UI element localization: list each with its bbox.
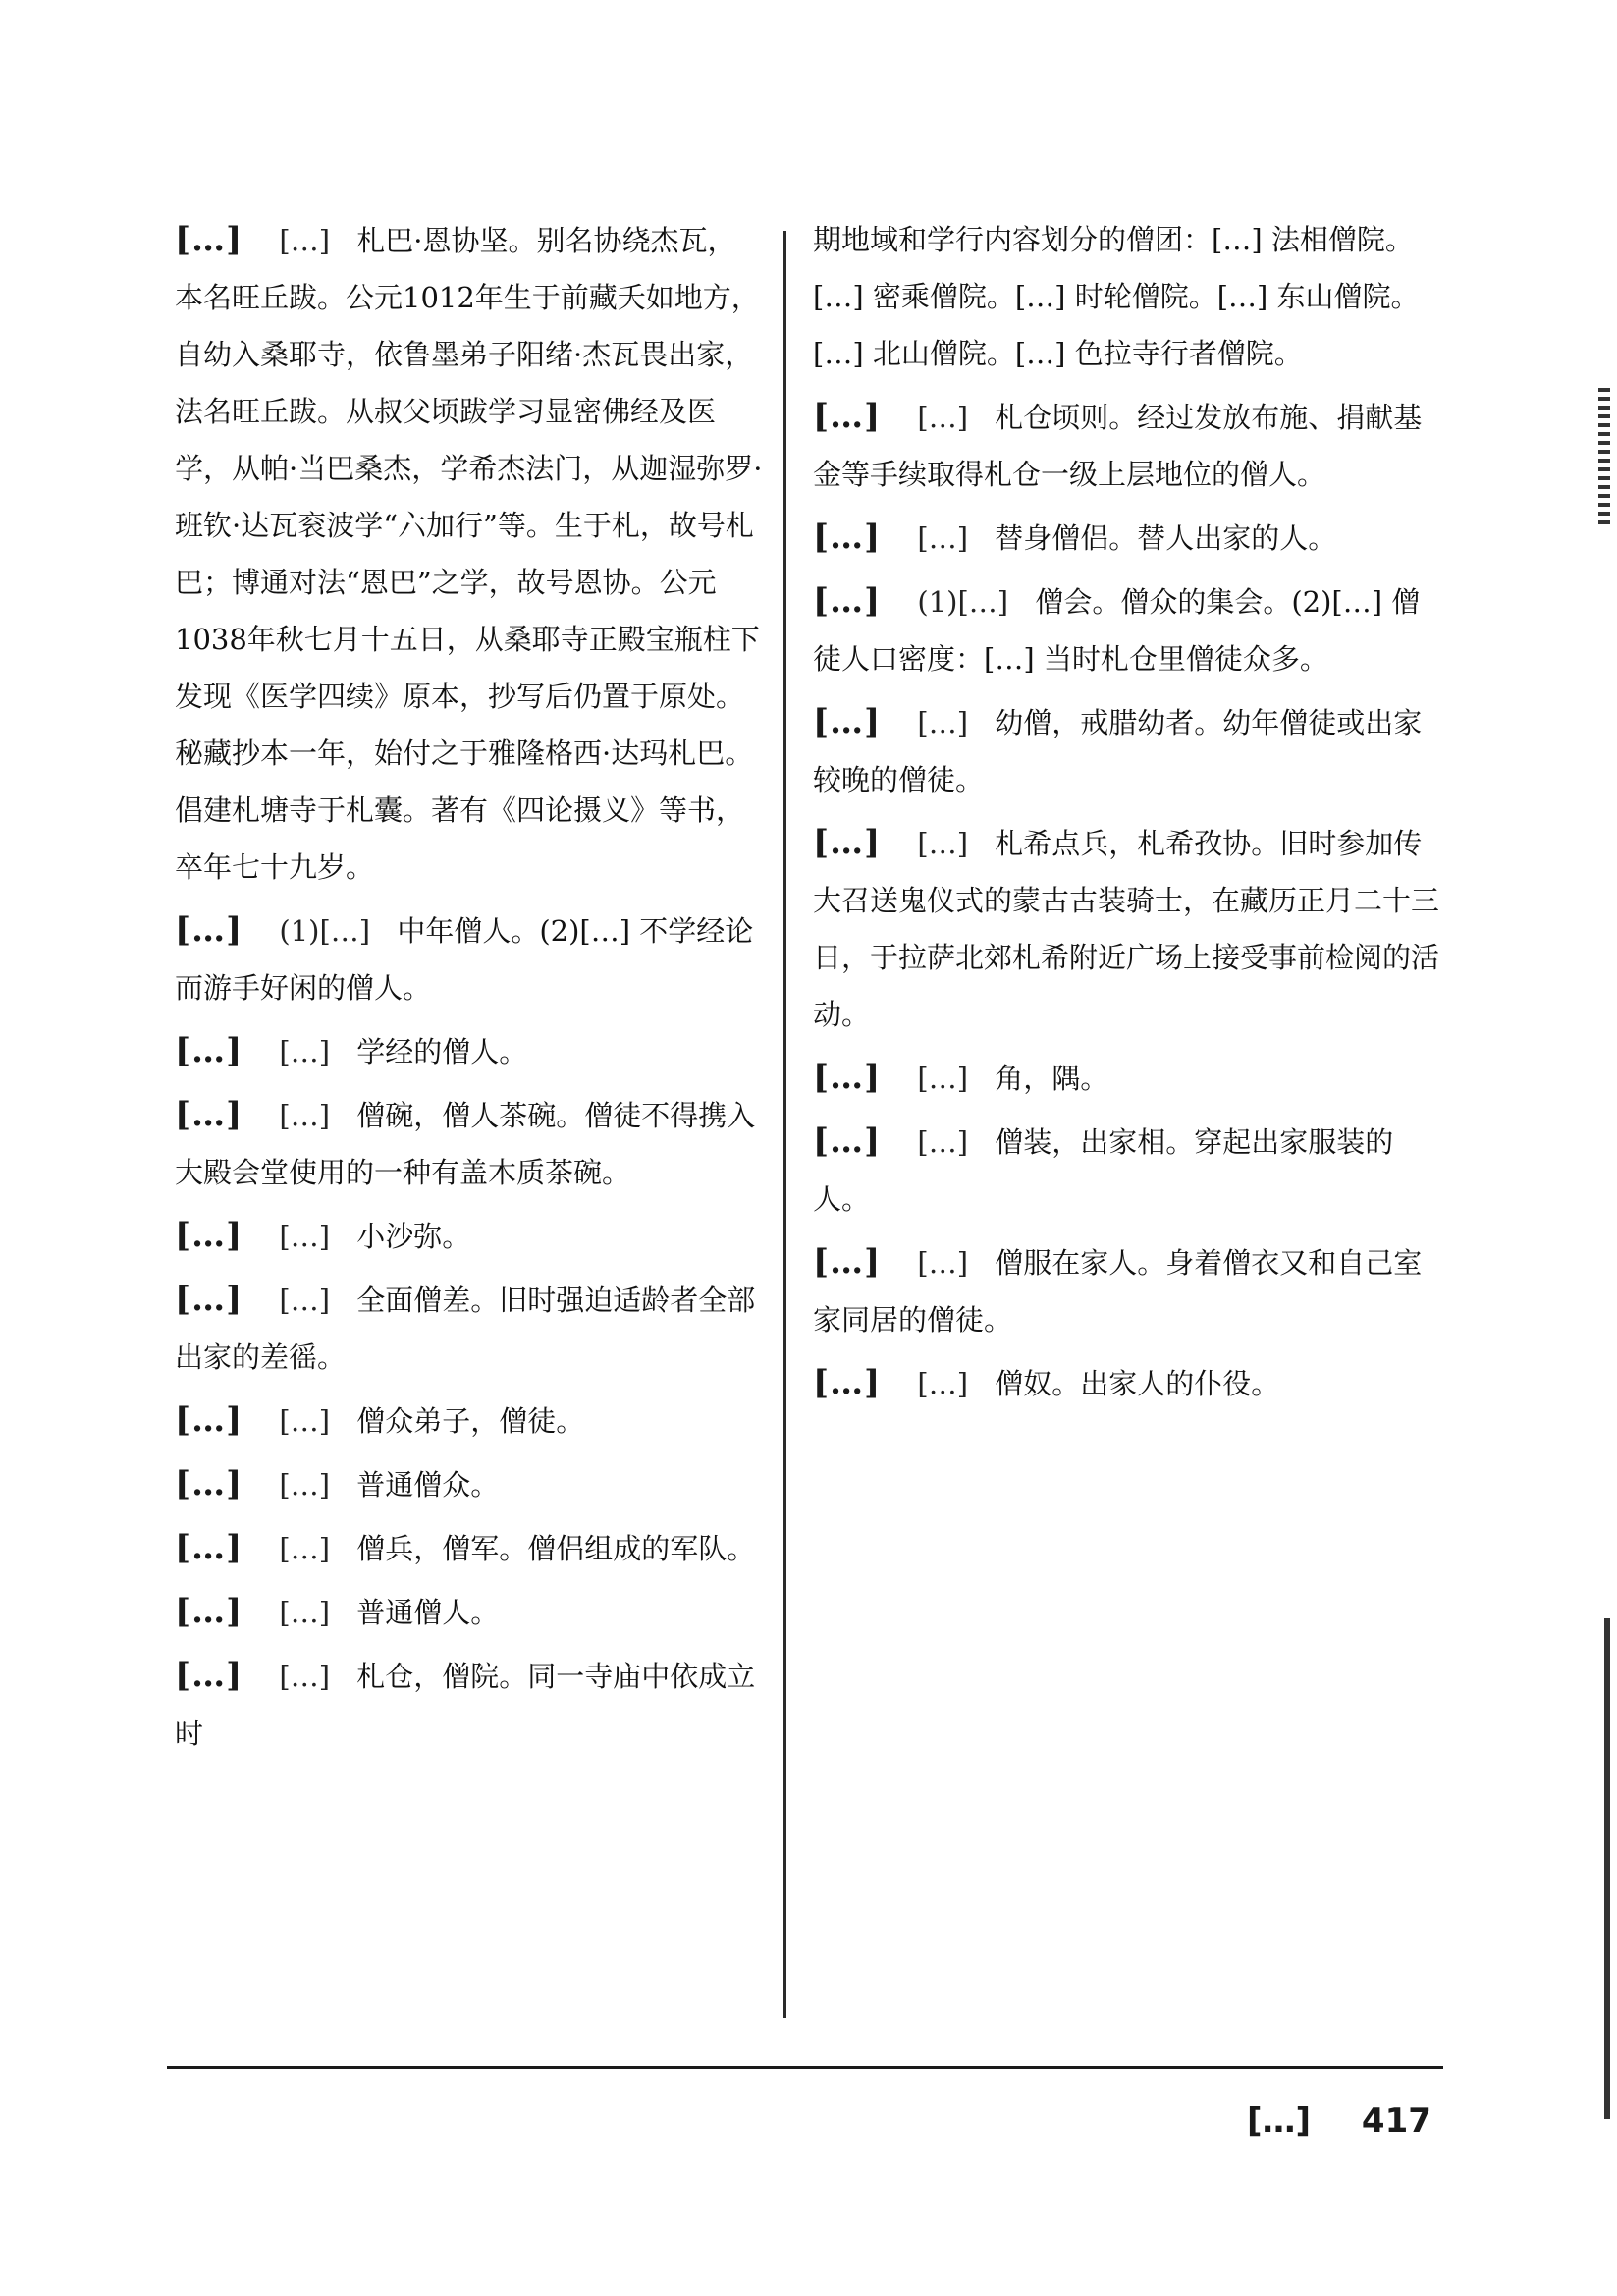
footer-rule: [167, 2066, 1443, 2069]
chinese-gloss: 僧碗，僧人茶碗。僧徒不得携入大殿会堂使用的一种有盖木质茶碗。: [175, 1099, 756, 1189]
chinese-gloss: 僧兵，僧军。僧侣组成的军队。: [356, 1532, 756, 1565]
column-divider: [783, 231, 786, 2018]
headword: […]: [813, 823, 882, 862]
tibetan-definition: […]: [917, 1367, 969, 1400]
tibetan-definition: […]: [279, 1532, 331, 1565]
dictionary-entry: [175, 1392, 764, 1449]
tibetan-definition: […]: [917, 521, 969, 555]
chinese-gloss: 学经的僧人。: [356, 1035, 528, 1068]
headword: […]: [813, 397, 882, 436]
dictionary-entry: [175, 1455, 764, 1513]
tibetan-definition: […]: [917, 1246, 969, 1280]
page-number: 417: [1361, 2102, 1431, 2141]
chinese-gloss: 僧会。僧众的集会。(2)[…] 僧徒人口密度：[…] 当时札仓里僧徒众多。: [813, 585, 1421, 676]
tibetan-definition: […]: [917, 401, 969, 434]
dictionary-entry: [813, 693, 1441, 808]
tibetan-definition: […]: [279, 1035, 331, 1068]
headword: […]: [813, 1058, 882, 1097]
headword: […]: [813, 581, 882, 621]
dictionary-entry: [813, 1354, 1441, 1412]
tibetan-definition: (1)[…]: [279, 914, 371, 948]
headword: […]: [175, 1095, 243, 1134]
dictionary-entry: [175, 211, 764, 896]
tibetan-definition: […]: [279, 1660, 331, 1693]
dictionary-entry: [175, 1519, 764, 1577]
headword: […]: [175, 1464, 243, 1503]
tibetan-definition: […]: [279, 1099, 331, 1132]
tibetan-definition: […]: [279, 1284, 331, 1317]
headword: […]: [813, 702, 882, 741]
headword: […]: [813, 1242, 882, 1282]
dictionary-entry: [813, 1113, 1441, 1228]
chinese-gloss: 中年僧人。(2)[…] 不学经论而游手好闲的僧人。: [175, 914, 754, 1005]
chinese-gloss: 札希点兵，札希孜协。旧时参加传大召送鬼仪式的蒙古古装骑士，在藏历正月二十三日，于拉萨北郊札希附近广场上接受事前检阅的活动。: [813, 827, 1440, 1031]
tibetan-definition: […]: [917, 1125, 969, 1159]
dictionary-entry: [175, 1583, 764, 1641]
headword: […]: [175, 1656, 243, 1695]
dictionary-entry-continued: [813, 211, 1441, 382]
headword: […]: [175, 1280, 243, 1319]
tibetan-definition: […]: [917, 827, 969, 860]
headword: […]: [175, 1528, 243, 1567]
headword: […]: [813, 1363, 882, 1402]
chinese-gloss: 小沙弥。: [356, 1220, 471, 1253]
chinese-gloss: 替身僧侣。替人出家的人。: [995, 521, 1337, 555]
dictionary-entry: [175, 1271, 764, 1386]
tibetan-definition: […]: [279, 1468, 331, 1502]
headword: […]: [175, 1592, 243, 1631]
page-edge-marks: [1598, 388, 1610, 525]
dictionary-entry: [175, 902, 764, 1016]
dictionary-entry: [175, 1207, 764, 1265]
chinese-gloss: 角，隅。: [995, 1062, 1109, 1095]
page-edge-marks: [1604, 1618, 1610, 2119]
dictionary-entry: [813, 1233, 1441, 1348]
dictionary-entry: [813, 814, 1441, 1043]
chinese-gloss: 普通僧人。: [356, 1596, 500, 1629]
tibetan-definition: […]: [279, 1220, 331, 1253]
tibetan-definition: […]: [279, 1596, 331, 1629]
chinese-gloss: 全面僧差。旧时强迫适龄者全部出家的差徭。: [175, 1284, 756, 1374]
headword: […]: [175, 910, 243, 950]
chinese-gloss: 札仓顷则。经过发放布施、捐献基金等手续取得札仓一级上层地位的僧人。: [813, 401, 1423, 491]
chinese-gloss: 僧众弟子，僧徒。: [356, 1404, 585, 1438]
dictionary-entry: [813, 573, 1441, 687]
tibetan-definition: […]: [279, 1404, 331, 1438]
chinese-gloss: 幼僧，戒腊幼者。幼年僧徒或出家较晚的僧徒。: [813, 706, 1423, 796]
tibetan-definition: (1)[…]: [917, 585, 1009, 619]
dictionary-entry: [813, 1049, 1441, 1107]
chinese-gloss: 僧奴。出家人的仆役。: [995, 1367, 1280, 1400]
headword: […]: [175, 220, 243, 259]
headword: […]: [175, 1400, 243, 1440]
dictionary-entry: [813, 388, 1441, 503]
headword: […]: [813, 518, 882, 557]
headword: […]: [813, 1121, 882, 1161]
dictionary-entry: [813, 509, 1441, 567]
chinese-gloss: 期地域和学行内容划分的僧团：[…] 法相僧院。[…] 密乘僧院。[…] 时轮僧院。[…] 东山僧院。[…] 北山僧院。[…] 色拉寺行者僧院。: [813, 223, 1420, 370]
dictionary-entry: [175, 1647, 764, 1762]
dictionary-entry: [175, 1086, 764, 1201]
chinese-gloss: 札仓，僧院。同一寺庙中依成立时: [175, 1660, 756, 1750]
chinese-gloss: 僧服在家人。身着僧衣又和自己室家同居的僧徒。: [813, 1246, 1423, 1337]
tibetan-definition: […]: [917, 1062, 969, 1095]
headword: […]: [175, 1031, 243, 1070]
tibetan-definition: […]: [279, 224, 331, 257]
chinese-gloss: 僧装，出家相。穿起出家服装的人。: [813, 1125, 1394, 1216]
page-footer: [1247, 2102, 1431, 2141]
right-column: [813, 211, 1441, 1418]
chinese-gloss: 札巴·恩协坚。别名协绕杰瓦，本名旺丘跋。公元1012年生于前藏夭如地方，自幼入桑耶寺，依鲁墨弟子阳绪·杰瓦畏出家，法名旺丘跋。从叔父顷跋学习显密佛经及医学，从帕·当巴桑杰，学希杰法门，从迦湿弥罗·班钦·达瓦衮波学“六加行”等。生于札，故号札巴；博通对法“恩巴”之学，故号恩协。公元1038年秋七月十五日，从桑耶寺正殿宝瓶柱下发现《医学四续》原本，抄写后仍置于原处。秘藏抄本一年，始付之于雅隆格西·达玛札巴。倡建札塘寺于札囊。著有《四论摄义》等书，卒年七十九岁。: [175, 224, 763, 884]
chinese-gloss: 普通僧众。: [356, 1468, 500, 1502]
section-letter: […]: [1247, 2102, 1312, 2141]
dictionary-entry: [175, 1022, 764, 1080]
left-column: [175, 211, 764, 1768]
tibetan-definition: […]: [917, 706, 969, 739]
headword: […]: [175, 1216, 243, 1255]
